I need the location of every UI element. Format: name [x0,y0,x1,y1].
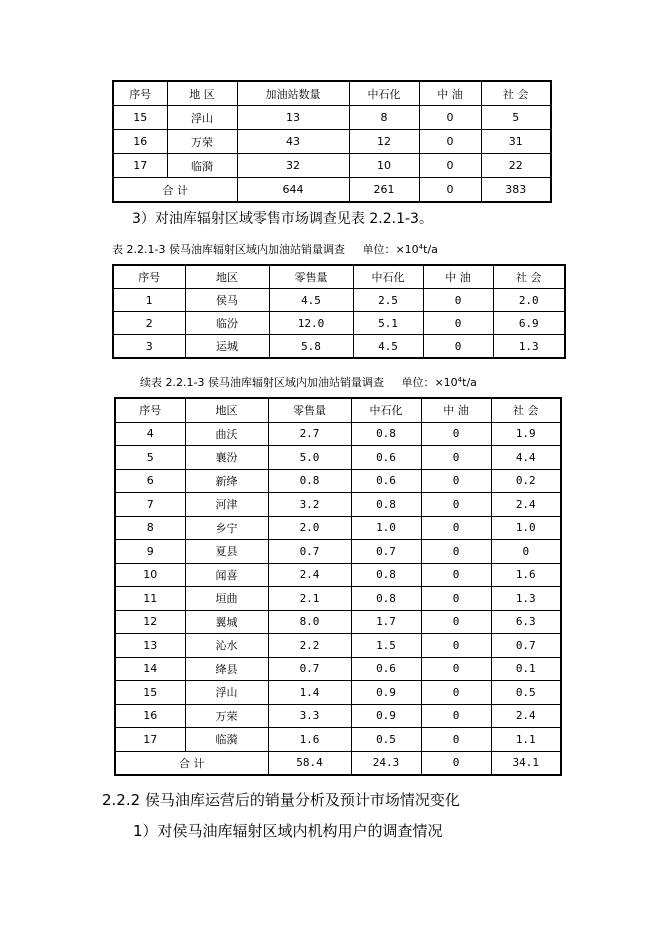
table-row [113,289,565,312]
total-cell: 0 [421,751,491,775]
table-row [115,704,561,728]
table-cell: 2.1 [268,587,351,611]
total-cell: 0 [419,178,481,203]
table-cell: 9 [115,540,185,564]
total-label: 合 计 [115,751,268,775]
table3-caption [140,374,477,390]
column-header: 序号 [113,81,167,106]
table2-caption-label: 表 2.2.1-3 侯马油库辐射区域内加油站销量调查 [112,243,345,256]
table-cell: 0.7 [268,657,351,681]
table-cell: 0.7 [491,634,561,658]
table-cell: 1.9 [491,422,561,446]
table-cell: 襄汾 [185,446,268,470]
table-header-row [113,81,551,106]
table-row [113,130,551,154]
table-cell: 0 [421,540,491,564]
table-cell: 12 [349,130,419,154]
table-cell: 0 [423,312,493,335]
table-cell: 0 [421,587,491,611]
total-cell: 383 [481,178,551,203]
table-row [115,587,561,611]
total-cell: 24.3 [351,751,421,775]
table-cell: 0 [421,728,491,752]
table-header-row [113,265,565,289]
table2-caption [112,241,438,257]
table-cell: 2.0 [268,516,351,540]
table-cell: 0.9 [351,681,421,705]
table-cell: 2.4 [268,563,351,587]
table-cell: 翼城 [185,610,268,634]
table-row [113,106,551,130]
table-header-row [115,398,561,422]
table-row [115,681,561,705]
column-header: 社 会 [493,265,565,289]
table-cell: 侯马 [185,289,269,312]
table-cell: 5 [115,446,185,470]
table-cell: 10 [349,154,419,178]
table-cell: 1.3 [493,335,565,359]
table3-body [115,398,561,775]
column-header: 地区 [185,398,268,422]
table-row [115,563,561,587]
table-cell: 12.0 [269,312,353,335]
total-cell: 261 [349,178,419,203]
table-cell: 0.7 [351,540,421,564]
total-row [113,178,551,203]
table-cell: 0.6 [351,446,421,470]
table-cell: 14 [115,657,185,681]
column-header: 零售量 [268,398,351,422]
table3-caption-label: 续表 2.2.1-3 侯马油库辐射区域内加油站销量调查 [140,376,384,389]
total-cell: 644 [237,178,349,203]
table-cell: 0 [419,154,481,178]
table-cell: 1.5 [351,634,421,658]
table-cell: 43 [237,130,349,154]
table-cell: 0 [423,289,493,312]
table-cell: 4.4 [491,446,561,470]
table-cell: 5.0 [268,446,351,470]
table1-body [113,81,551,202]
column-header: 社 会 [481,81,551,106]
table-cell: 临漪 [185,728,268,752]
table-row [113,335,565,359]
table-row [115,469,561,493]
table-cell: 0.2 [491,469,561,493]
table-cell: 0 [421,422,491,446]
column-header: 中 油 [421,398,491,422]
total-cell: 34.1 [491,751,561,775]
table-cell: 4.5 [353,335,423,359]
table-cell: 0 [419,106,481,130]
table-cell: 11 [115,587,185,611]
table-cell: 新绛 [185,469,268,493]
column-header: 序号 [115,398,185,422]
table2-unit: 单位：$\times 10^4t/a$ [362,243,438,256]
table-row [115,422,561,446]
table3-unit: 单位：$\times 10^4t/a$ [401,376,477,389]
table-cell: 浮山 [185,681,268,705]
table-row [115,446,561,470]
table-row [115,540,561,564]
table-cell: 16 [113,130,167,154]
table-cell: 2.4 [491,493,561,517]
table2-body [113,265,565,358]
table-row [115,634,561,658]
column-header: 加油站数量 [237,81,349,106]
table-cell: 2 [113,312,185,335]
column-header: 中 油 [419,81,481,106]
table-cell: 32 [237,154,349,178]
table-cell: 0.5 [351,728,421,752]
table-cell: 13 [115,634,185,658]
table-cell: 2.0 [493,289,565,312]
table-cell: 16 [115,704,185,728]
table-cell: 1.0 [351,516,421,540]
station-count-table [112,80,552,203]
table-cell: 万荣 [167,130,237,154]
table-cell: 临汾 [185,312,269,335]
table-cell: 1.4 [268,681,351,705]
table-cell: 31 [481,130,551,154]
total-row [115,751,561,775]
table-row [115,516,561,540]
table-cell: 0.8 [268,469,351,493]
column-header: 中石化 [353,265,423,289]
total-label: 合 计 [113,178,237,203]
table-cell: 17 [113,154,167,178]
table-cell: 0.8 [351,563,421,587]
table-cell: 0 [421,469,491,493]
table-cell: 0.6 [351,469,421,493]
table-cell: 0.6 [351,657,421,681]
table-cell: 0 [421,563,491,587]
table-cell: 15 [115,681,185,705]
sales-table [112,264,566,359]
table-cell: 0 [421,634,491,658]
paragraph-retail-survey: 3）对油库辐射区域零售市场调查见表 2.2.1-3。 [132,211,433,227]
table-cell: 12 [115,610,185,634]
table-cell: 0 [421,681,491,705]
table-cell: 8 [349,106,419,130]
table-cell: 3.3 [268,704,351,728]
table-cell: 5.8 [269,335,353,359]
table-cell: 1.6 [268,728,351,752]
table-cell: 1.0 [491,516,561,540]
table-cell: 4.5 [269,289,353,312]
column-header: 零售量 [269,265,353,289]
table-cell: 7 [115,493,185,517]
table-cell: 6.3 [491,610,561,634]
table-cell: 1.1 [491,728,561,752]
table-cell: 0.8 [351,587,421,611]
table-cell: 0.9 [351,704,421,728]
table-cell: 万荣 [185,704,268,728]
table-cell: 乡宁 [185,516,268,540]
table-row [115,657,561,681]
table-cell: 0 [421,657,491,681]
table-cell: 1 [113,289,185,312]
table-cell: 0.7 [268,540,351,564]
table-cell: 0 [421,704,491,728]
table-cell: 0.1 [491,657,561,681]
table-cell: 2.2 [268,634,351,658]
table-cell: 临漪 [167,154,237,178]
table-cell: 6.9 [493,312,565,335]
table-cell: 沁水 [185,634,268,658]
table-cell: 曲沃 [185,422,268,446]
table-cell: 0.5 [491,681,561,705]
table-cell: 8 [115,516,185,540]
table-cell: 8.0 [268,610,351,634]
table-cell: 22 [481,154,551,178]
table-cell: 6 [115,469,185,493]
table-row [113,154,551,178]
table-cell: 1.3 [491,587,561,611]
table-cell: 垣曲 [185,587,268,611]
table-row [115,493,561,517]
table-cell: 1.7 [351,610,421,634]
table-cell: 0.8 [351,493,421,517]
total-cell: 58.4 [268,751,351,775]
table-cell: 3.2 [268,493,351,517]
table-cell: 0 [421,493,491,517]
table-cell: 5.1 [353,312,423,335]
column-header: 中石化 [351,398,421,422]
table-cell: 2.7 [268,422,351,446]
table-cell: 绛县 [185,657,268,681]
column-header: 地 区 [167,81,237,106]
table-cell: 13 [237,106,349,130]
table-cell: 运城 [185,335,269,359]
table-cell: 15 [113,106,167,130]
table-cell: 0 [491,540,561,564]
table-cell: 2.4 [491,704,561,728]
table-cell: 河津 [185,493,268,517]
column-header: 中石化 [349,81,419,106]
column-header: 序号 [113,265,185,289]
table-cell: 0.8 [351,422,421,446]
table-cell: 0 [419,130,481,154]
sales-table-continued [114,397,562,776]
column-header: 中 油 [423,265,493,289]
table-cell: 夏县 [185,540,268,564]
table-cell: 0 [421,610,491,634]
table-cell: 闻喜 [185,563,268,587]
table-cell: 17 [115,728,185,752]
table-cell: 浮山 [167,106,237,130]
table-cell: 2.5 [353,289,423,312]
table-cell: 1.6 [491,563,561,587]
table-cell: 4 [115,422,185,446]
table-cell: 0 [423,335,493,359]
section-heading: 2.2.2 侯马油库运营后的销量分析及预计市场情况变化 [102,791,460,809]
table-row [115,728,561,752]
table-cell: 0 [421,516,491,540]
table-cell: 5 [481,106,551,130]
paragraph-institutional-users: 1）对侯马油库辐射区域内机构用户的调查情况 [133,822,443,840]
column-header: 地区 [185,265,269,289]
table-cell: 3 [113,335,185,359]
table-cell: 0 [421,446,491,470]
table-row [115,610,561,634]
column-header: 社 会 [491,398,561,422]
table-cell: 10 [115,563,185,587]
table-row [113,312,565,335]
